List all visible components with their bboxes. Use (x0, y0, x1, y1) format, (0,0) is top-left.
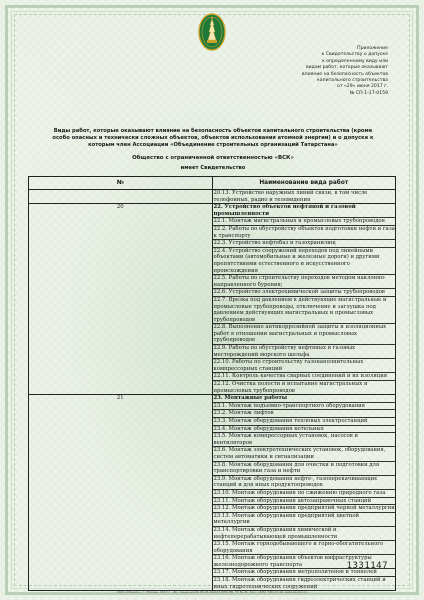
table-row (29, 190, 396, 204)
printer-footer: ООО «Опцион», г. Москва, 2017 г. «Б», лицензия № 05-05-09/003 ФНС РФ, ТЗ № 21, Тел.: (495) 726-47-42, www.opcion.ru (117, 590, 307, 594)
work-item: 22.8. Выполнение антикоррозийной защиты и изоляционных работ в отношении магистральных и промысловых трубопроводов (213, 324, 396, 345)
work-item: 23.18. Монтаж оборудования гидроэлектрических станций и иных гидротехнических сооружений (213, 577, 386, 590)
heading-line: Виды работ, которые оказывают влияние на безопасность объектов капитального строительства (кроме (53, 128, 373, 134)
table-row (29, 395, 396, 591)
work-item: 23.6. Монтаж электротехнических установок, оборудования, систем автоматики и сигнализации (213, 447, 396, 461)
work-item: 23.14. Монтаж оборудования химической и нефтеперерабатывающей промышленности (213, 527, 396, 541)
serial-number: 1331147 (346, 561, 388, 571)
work-item: 23.1. Монтаж подъемно-транспортного оборудования (213, 403, 396, 411)
appendix-line: от «29» июня 2017 г. (337, 84, 388, 90)
table-header-row (29, 177, 396, 190)
work-item: 23.13. Монтаж оборудования предприятий цветной металлургии (213, 513, 396, 527)
works-table (28, 176, 396, 591)
work-item: 22.10. Работы по строительству газонаполнительных компрессорных станций (213, 359, 396, 373)
work-item: 22.4. Устройство сооружений переходов под линейными объектами (автомобильные и железные дороги) и другими препятствиями естественного и искусственного происхождения (213, 248, 396, 275)
work-item: 23.4. Монтаж оборудования котельных (213, 426, 396, 434)
appendix-line: видам работ, которые оказывают (305, 65, 388, 71)
work-item: 23.16. Монтаж оборудования объектов инфраструктуры железнодорожного транспорта (213, 555, 396, 569)
appendix-line: к Свидетельству о допуске (321, 52, 388, 58)
work-item: 20.13. Устройство наружных линий связи, в том числе телефонных, радио и телевидения (213, 190, 368, 203)
appendix-line: Приложение (357, 46, 388, 51)
appendix-line: влияние на безопасность объектов (301, 71, 388, 77)
row-work-list (212, 190, 396, 204)
row-number (29, 190, 213, 204)
column-header-number: № (29, 177, 213, 190)
work-item: 22.11. Контроль качества сварных соединений и их изоляция (213, 373, 396, 381)
work-item: 22.1. Монтаж магистральных и промысловых трубопроводов (213, 218, 396, 226)
row-number: 20 (29, 204, 213, 395)
appendix-line: № СП-1-17-0159 (349, 90, 388, 96)
work-item: 23.17. Монтаж оборудования метрополитенов и тоннелей (213, 569, 396, 577)
table-row (29, 204, 396, 395)
organization-name: Общество с ограниченной ответственностью «ВСК» (132, 155, 294, 161)
work-item: 23.12. Монтаж оборудования предприятий черной металлургии (213, 505, 395, 512)
work-item: 23.8. Монтаж оборудования для очистки и подготовки для транспортировки газа и нефти (213, 462, 396, 476)
appendix-block (258, 46, 388, 97)
heading-line: особо опасных и технически сложных объектов, объектов использования атомной энергии) и о допуске к (52, 135, 374, 142)
work-group-title: 22. Устройство объектов нефтяной и газовой промышленности (213, 204, 396, 218)
work-item: 23.3. Монтаж оборудования тепловых электростанций (213, 418, 396, 426)
heading-line: которым член Ассоциации «Объединение строительных организаций Татарстана» (88, 142, 338, 149)
column-header-name: Наименование вида работ (212, 177, 396, 190)
work-item: 23.15. Монтаж горнодобывающего и горно-обогатительного оборудования (213, 541, 396, 555)
work-item: 23.2. Монтаж лифтов (213, 410, 396, 418)
document-heading (40, 128, 386, 150)
work-item: 23.5. Монтаж компрессорных установок, насосов и вентиляторов (213, 433, 396, 447)
work-item: 23.9. Монтаж оборудования нефте-, газоперекачивающих станций и для иных продуктопроводов (213, 476, 396, 490)
work-item: 22.6. Устройство электрохимической защиты трубопроводов (213, 289, 396, 297)
work-group-title: 23. Монтажные работы (213, 395, 396, 403)
row-number: 21 (29, 395, 213, 591)
appendix-line: капитального строительства (317, 78, 388, 84)
certificate-holder-label: имеет Свидетельство (180, 165, 246, 171)
work-item: 22.3. Устройство нефтебаз и газохранилищ (213, 240, 396, 248)
work-item: 22.9. Работы по обустройству нефтяных и газовых месторождений морского шельфа (213, 345, 396, 359)
work-item: 22.2. Работы по обустройству объектов подготовки нефти и газа к транспорту (213, 225, 395, 239)
work-item: 23.10. Монтаж оборудования по сжижению природного газа (213, 490, 396, 498)
tatarstan-emblem-icon (197, 12, 227, 52)
work-item: 22.7. Врезка под давлением в действующие магистральные и промысловые трубопроводы, отключение и заглушка под давлением действующих магистральных и промысловых трубопроводов (213, 297, 396, 324)
appendix-line: к определенному виду или (322, 58, 388, 64)
work-item: 22.5. Работы по строительству переходов методом наклонно-направленного бурения; (213, 275, 396, 289)
work-item: 22.12. Очистка полости и испытание магистральных и промысловых трубопроводов (213, 381, 368, 394)
work-item: 23.11. Монтаж оборудования автозаправочных станций (213, 498, 396, 506)
row-work-list (212, 204, 396, 395)
